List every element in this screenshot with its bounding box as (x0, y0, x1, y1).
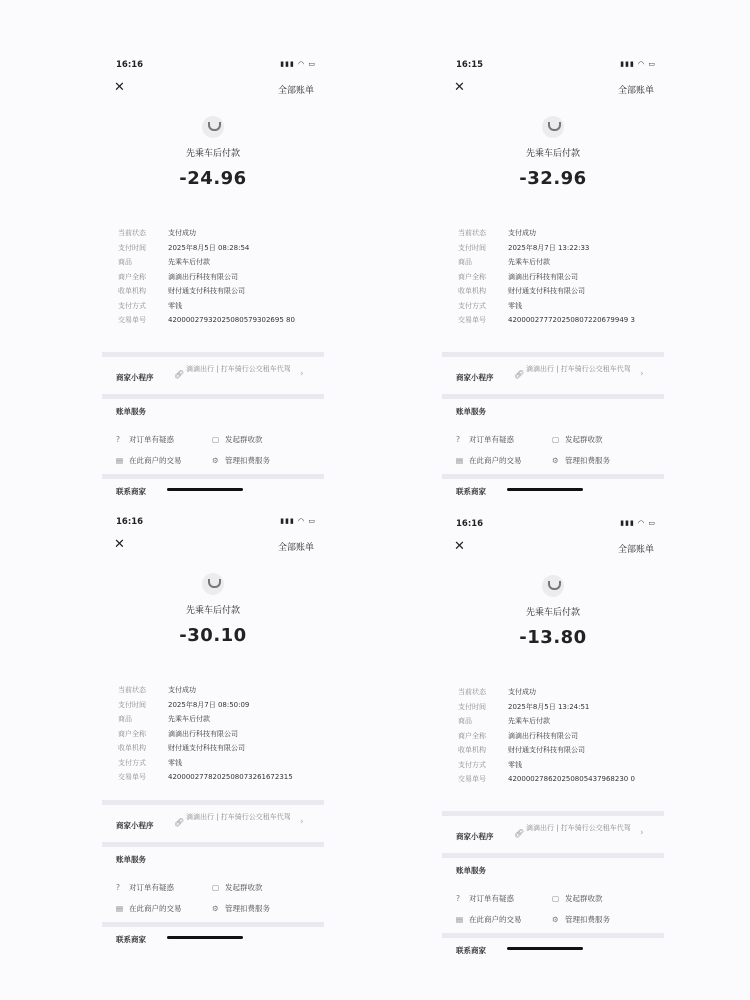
all-bills-link[interactable]: 全部账单 (277, 86, 314, 96)
detail-value: 滴滴出行科技有限公司 (508, 731, 578, 740)
all-bills-link[interactable]: 全部账单 (617, 545, 654, 555)
service-item[interactable] (116, 882, 174, 893)
question-circle-icon: ? (456, 894, 460, 903)
service-label: 对订单有疑惑 (129, 883, 174, 892)
contact-merchant[interactable]: 联系商家 (456, 487, 486, 496)
service-label: 管理扣费服务 (225, 456, 270, 465)
amount: -24.96 (179, 168, 247, 189)
contact-merchant[interactable]: 联系商家 (116, 487, 146, 496)
detail-value: 零钱 (508, 760, 522, 769)
detail-row (458, 743, 653, 758)
detail-label: 商品 (118, 715, 132, 723)
service-item[interactable] (456, 893, 514, 904)
detail-row (458, 270, 653, 285)
chevron-right-icon[interactable]: › (640, 828, 644, 838)
merchant-logo-icon (202, 573, 224, 595)
receipt-icon: ▤ (116, 456, 124, 465)
service-label: 管理扣费服务 (225, 904, 270, 913)
detail-row (118, 727, 313, 742)
status-time: 16:16 (116, 517, 144, 527)
service-item[interactable] (212, 882, 263, 893)
detail-value: 2025年8月5日 13:24:51 (508, 702, 590, 711)
home-indicator (507, 488, 583, 491)
bill-services-heading: 账单服务 (116, 407, 146, 416)
detail-row (118, 770, 313, 785)
product-title: 先乘车后付款 (185, 606, 240, 616)
detail-label: 交易单号 (118, 316, 146, 324)
detail-label: 支付方式 (458, 760, 486, 769)
service-item[interactable] (116, 434, 174, 445)
detail-row (458, 729, 653, 744)
detail-value: 支付成功 (508, 688, 536, 696)
receipt-icon: ▤ (456, 456, 464, 465)
detail-value: 2025年8月7日 08:50:09 (168, 700, 250, 709)
chevron-right-icon[interactable]: › (300, 369, 304, 379)
detail-row (118, 299, 313, 314)
detail-list (458, 685, 653, 787)
detail-label: 商户全称 (458, 272, 486, 281)
divider (102, 394, 324, 399)
chevron-right-icon[interactable]: › (640, 369, 644, 379)
close-icon[interactable]: ✕ (454, 539, 465, 554)
detail-label: 当前状态 (458, 229, 486, 237)
group-collect-icon: ▢ (552, 894, 560, 903)
service-label: 对订单有疑惑 (469, 894, 514, 903)
mini-program-link[interactable]: 滴滴出行 | 打车骑行公交租车代驾 (526, 824, 631, 832)
detail-label: 收单机构 (458, 287, 486, 295)
receipt-icon: ▤ (456, 915, 464, 924)
detail-label: 商品 (458, 258, 472, 266)
service-item[interactable] (456, 914, 522, 925)
amount: -32.96 (519, 168, 587, 189)
merchant-logo-icon (202, 116, 224, 138)
close-icon[interactable]: ✕ (114, 80, 125, 95)
receipt-icon: ▤ (116, 904, 124, 913)
service-label: 发起群收款 (225, 883, 263, 892)
service-label: 发起群收款 (565, 894, 603, 903)
detail-value: 42000027932025080579302695 80 (168, 316, 295, 324)
status-icons: ▮▮▮ ◠ ▭ (280, 60, 316, 68)
contact-merchant[interactable]: 联系商家 (456, 946, 486, 955)
detail-list (458, 226, 653, 328)
divider (442, 853, 664, 858)
detail-label: 商品 (458, 717, 472, 725)
all-bills-link[interactable]: 全部账单 (617, 86, 654, 96)
divider (442, 811, 664, 816)
detail-row (458, 758, 653, 773)
service-item[interactable] (116, 903, 182, 914)
gear-icon: ⚙ (552, 915, 559, 924)
detail-label: 交易单号 (458, 316, 486, 324)
home-indicator (167, 936, 243, 939)
detail-row (118, 756, 313, 771)
detail-value: 先乘车后付款 (168, 715, 210, 723)
detail-row (118, 226, 313, 241)
product-title: 先乘车后付款 (185, 149, 240, 159)
mini-program-label: 商家小程序 (456, 832, 494, 841)
service-item[interactable] (212, 434, 263, 445)
divider (442, 933, 664, 938)
group-collect-icon: ▢ (212, 883, 220, 892)
status-time: 16:16 (116, 60, 144, 70)
chevron-right-icon[interactable]: › (300, 817, 304, 827)
detail-label: 商户全称 (118, 272, 146, 281)
status-time: 16:16 (456, 519, 484, 529)
divider (102, 800, 324, 805)
status-icons: ▮▮▮ ◠ ▭ (620, 60, 656, 68)
detail-label: 支付时间 (458, 702, 486, 711)
detail-label: 支付时间 (458, 243, 486, 252)
service-label: 在此商户的交易 (469, 915, 522, 924)
gear-icon: ⚙ (212, 456, 219, 465)
payment-receipt-panel (108, 517, 328, 962)
service-item[interactable] (552, 455, 610, 466)
detail-row (118, 741, 313, 756)
service-item[interactable] (456, 455, 522, 466)
detail-value: 支付成功 (168, 686, 196, 694)
detail-value: 滴滴出行科技有限公司 (508, 272, 578, 281)
detail-row (118, 255, 313, 270)
divider (102, 352, 324, 357)
service-label: 在此商户的交易 (129, 456, 182, 465)
gear-icon: ⚙ (212, 904, 219, 913)
detail-label: 交易单号 (118, 773, 146, 781)
detail-label: 商户全称 (458, 731, 486, 740)
mini-program-link[interactable]: 滴滴出行 | 打车骑行公交租车代驾 (526, 365, 631, 373)
detail-row (118, 698, 313, 713)
detail-row (118, 241, 313, 256)
service-label: 在此商户的交易 (469, 456, 522, 465)
mini-program-label: 商家小程序 (116, 373, 154, 382)
detail-label: 支付时间 (118, 700, 146, 709)
detail-row (118, 284, 313, 299)
detail-row (458, 226, 653, 241)
detail-value: 2025年8月7日 13:22:33 (508, 243, 590, 252)
detail-row (458, 255, 653, 270)
detail-label: 支付时间 (118, 243, 146, 252)
bill-services-heading: 账单服务 (456, 866, 486, 875)
divider (442, 394, 664, 399)
detail-value: 2025年8月5日 08:28:54 (168, 243, 250, 252)
service-label: 发起群收款 (565, 435, 603, 444)
merchant-logo-icon (542, 575, 564, 597)
detail-row (458, 772, 653, 787)
detail-label: 收单机构 (118, 744, 146, 752)
detail-label: 支付方式 (118, 758, 146, 767)
bill-services-heading: 账单服务 (116, 855, 146, 864)
close-icon[interactable]: ✕ (454, 80, 465, 95)
mini-program-link[interactable]: 滴滴出行 | 打车骑行公交租车代驾 (186, 365, 291, 373)
question-circle-icon: ? (456, 435, 460, 444)
detail-label: 商品 (118, 258, 132, 266)
question-circle-icon: ? (116, 435, 120, 444)
service-item[interactable] (552, 914, 610, 925)
status-icons: ▮▮▮ ◠ ▭ (280, 517, 316, 525)
detail-value: 先乘车后付款 (508, 717, 550, 725)
detail-value: 零钱 (168, 758, 182, 767)
detail-label: 当前状态 (458, 688, 486, 696)
payment-receipt-panel (108, 60, 328, 505)
service-item[interactable] (116, 455, 182, 466)
home-indicator (167, 488, 243, 491)
detail-list (118, 226, 313, 328)
detail-value: 先乘车后付款 (508, 258, 550, 266)
detail-row (458, 313, 653, 328)
close-icon[interactable]: ✕ (114, 537, 125, 552)
status-time: 16:15 (456, 60, 484, 70)
detail-value: 零钱 (508, 301, 522, 310)
service-item[interactable] (552, 893, 603, 904)
link-icon: 🔗︎ (514, 829, 525, 838)
divider (442, 474, 664, 479)
detail-row (458, 714, 653, 729)
link-icon: 🔗︎ (174, 370, 185, 379)
detail-value: 支付成功 (508, 229, 536, 237)
link-icon: 🔗︎ (174, 818, 185, 827)
home-indicator (507, 947, 583, 950)
detail-row (118, 683, 313, 698)
detail-value: 4200002778202508073261672315 (168, 773, 293, 781)
amount: -13.80 (519, 627, 587, 648)
detail-row (458, 284, 653, 299)
detail-value: 先乘车后付款 (168, 258, 210, 266)
detail-row (458, 685, 653, 700)
detail-row (458, 700, 653, 715)
detail-value: 零钱 (168, 301, 182, 310)
amount: -30.10 (179, 625, 247, 646)
detail-label: 当前状态 (118, 229, 146, 237)
detail-label: 交易单号 (458, 775, 486, 783)
detail-value: 财付通支付科技有限公司 (508, 746, 585, 754)
detail-label: 支付方式 (118, 301, 146, 310)
gear-icon: ⚙ (552, 456, 559, 465)
detail-label: 商户全称 (118, 729, 146, 738)
detail-value: 420000277720250807220679949 3 (508, 316, 635, 324)
merchant-logo-icon (542, 116, 564, 138)
service-label: 在此商户的交易 (129, 904, 182, 913)
service-label: 管理扣费服务 (565, 915, 610, 924)
mini-program-label: 商家小程序 (116, 821, 154, 830)
service-item[interactable] (552, 434, 603, 445)
service-label: 管理扣费服务 (565, 456, 610, 465)
payment-receipt-panel (448, 519, 668, 964)
detail-value: 滴滴出行科技有限公司 (168, 272, 238, 281)
detail-row (118, 313, 313, 328)
payment-receipt-panel (448, 60, 668, 505)
detail-value: 420000278620250805437968230 0 (508, 775, 635, 783)
group-collect-icon: ▢ (552, 435, 560, 444)
all-bills-link[interactable]: 全部账单 (277, 543, 314, 553)
divider (102, 474, 324, 479)
service-label: 对订单有疑惑 (469, 435, 514, 444)
divider (102, 922, 324, 927)
product-title: 先乘车后付款 (525, 608, 580, 618)
detail-list (118, 683, 313, 785)
detail-row (118, 712, 313, 727)
detail-label: 收单机构 (118, 287, 146, 295)
question-circle-icon: ? (116, 883, 120, 892)
detail-value: 滴滴出行科技有限公司 (168, 729, 238, 738)
divider (102, 842, 324, 847)
group-collect-icon: ▢ (212, 435, 220, 444)
link-icon: 🔗︎ (514, 370, 525, 379)
detail-value: 财付通支付科技有限公司 (168, 744, 245, 752)
detail-value: 支付成功 (168, 229, 196, 237)
service-label: 发起群收款 (225, 435, 263, 444)
service-item[interactable] (456, 434, 514, 445)
service-item[interactable] (212, 455, 270, 466)
mini-program-label: 商家小程序 (456, 373, 494, 382)
detail-label: 当前状态 (118, 686, 146, 694)
divider (442, 352, 664, 357)
detail-label: 支付方式 (458, 301, 486, 310)
bill-services-heading: 账单服务 (456, 407, 486, 416)
detail-value: 财付通支付科技有限公司 (508, 287, 585, 295)
mini-program-link[interactable]: 滴滴出行 | 打车骑行公交租车代驾 (186, 813, 291, 821)
detail-row (118, 270, 313, 285)
status-icons: ▮▮▮ ◠ ▭ (620, 519, 656, 527)
contact-merchant[interactable]: 联系商家 (116, 935, 146, 944)
detail-row (458, 241, 653, 256)
service-item[interactable] (212, 903, 270, 914)
detail-row (458, 299, 653, 314)
detail-value: 财付通支付科技有限公司 (168, 287, 245, 295)
service-label: 对订单有疑惑 (129, 435, 174, 444)
detail-label: 收单机构 (458, 746, 486, 754)
product-title: 先乘车后付款 (525, 149, 580, 159)
